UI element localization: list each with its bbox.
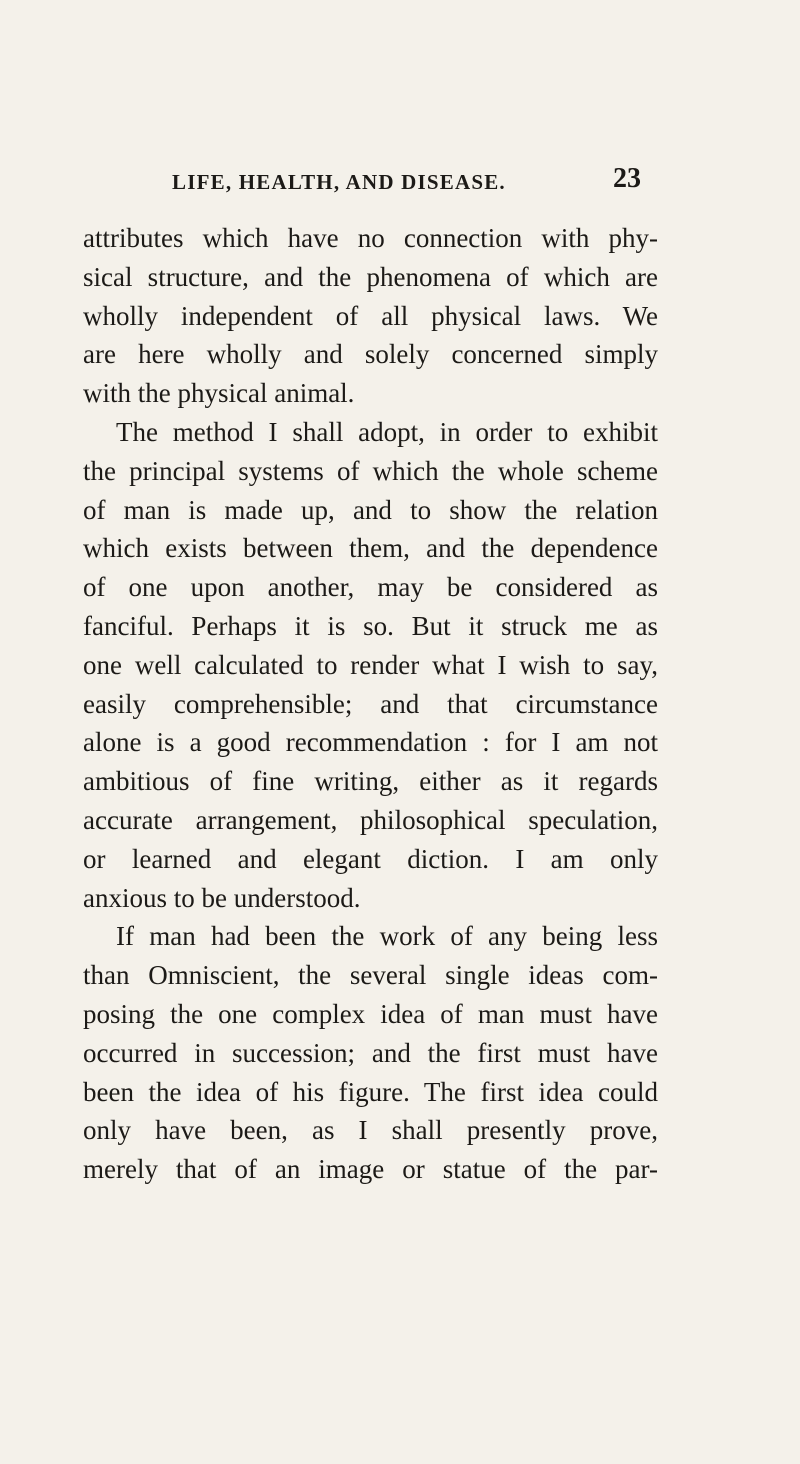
text-line: than Omniscient, the several single ideas com- bbox=[83, 960, 658, 991]
text-line: anxious to be understood. bbox=[83, 882, 361, 913]
running-head bbox=[0, 160, 800, 200]
text-line: fanciful. Perhaps it is so. But it struck me as bbox=[83, 610, 658, 641]
text-line: which exists between them, and the dependence bbox=[83, 533, 658, 564]
text-line: been the idea of his figure. The first idea could bbox=[83, 1076, 658, 1107]
text-line: merely that of an image or statue of the par- bbox=[83, 1154, 658, 1185]
text-line: are here wholly and solely concerned simply bbox=[83, 339, 658, 370]
text-line: only have been, as I shall presently prove, bbox=[83, 1115, 658, 1146]
text-line: of man is made up, and to show the relation bbox=[83, 494, 658, 525]
text-line: alone is a good recommendation : for I am not bbox=[83, 727, 658, 758]
text-line: easily comprehensible; and that circumstance bbox=[83, 688, 658, 719]
text-line: attributes which have no connection with phy- bbox=[83, 223, 658, 253]
text-line: ambitious of fine writing, either as it regards bbox=[83, 766, 658, 797]
text-line: occurred in succession; and the first must have bbox=[83, 1037, 658, 1068]
text-line: wholly independent of all physical laws. We bbox=[83, 300, 658, 331]
text-line: The method I shall adopt, in order to exhibit bbox=[116, 416, 658, 447]
text-line: sical structure, and the phenomena of which are bbox=[83, 261, 658, 292]
text-line: one well calculated to render what I wish to say, bbox=[83, 649, 658, 680]
text-line: accurate arrangement, philosophical speculation, bbox=[83, 804, 658, 835]
body-text bbox=[83, 219, 658, 1189]
text-line: posing the one complex idea of man must have bbox=[83, 998, 658, 1029]
text-line: or learned and elegant diction. I am only bbox=[83, 843, 658, 874]
text-line: of one upon another, may be considered as bbox=[83, 572, 658, 603]
text-line: the principal systems of which the whole scheme bbox=[83, 455, 658, 486]
running-title: LIFE, HEALTH, AND DISEASE. bbox=[172, 170, 506, 194]
page-number: 23 bbox=[613, 163, 641, 194]
text-line: If man had been the work of any being less bbox=[116, 921, 658, 952]
text-line: with the physical animal. bbox=[83, 378, 355, 409]
